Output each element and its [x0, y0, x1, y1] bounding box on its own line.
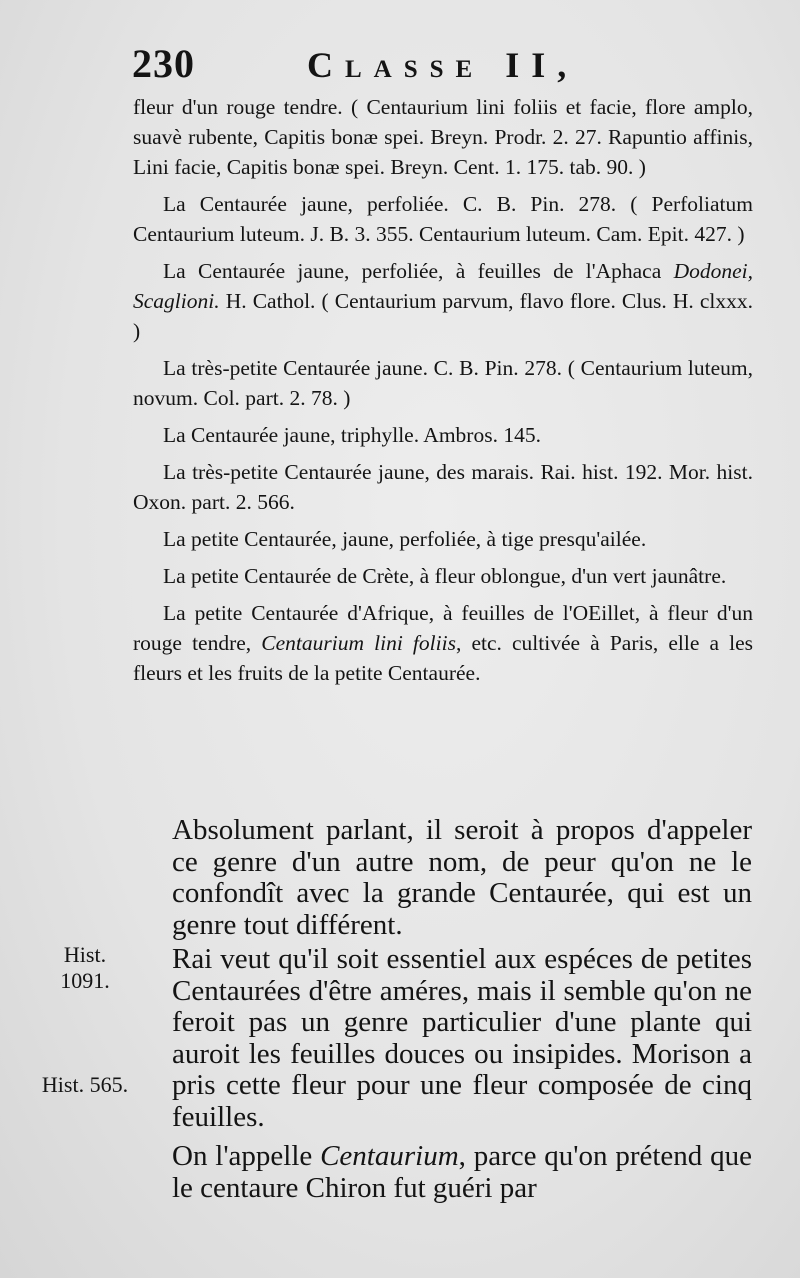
- main-text-block-1: [172, 815, 752, 941]
- synonym-entry-6: La très-petite Centaurée jaune, des marais. Rai. hist. 192. Mor. hist. Oxon. part. 2. 566.: [133, 460, 753, 514]
- para-3-text-a: On l'appelle: [172, 1140, 321, 1172]
- entry-3-text-c: H. Cathol. ( Centaurium parvum, flavo flore. Clus. H. clxxx. ): [133, 289, 753, 343]
- margin-note-1: Hist. 1091.: [60, 942, 110, 993]
- main-text-block-3: [172, 1141, 752, 1204]
- entry-9-italic: Centaurium lini foliis: [261, 631, 456, 655]
- body-paragraph-2: Rai veut qu'il soit essentiel aux espéces de petites Centaurées d'être améres, mais il semble qu'on ne feroit pas un genre particulier d'une plante qui auroit les feuilles douces ou insipides. Morison a pris cette fleur pour une fleur composée de cinq feuilles.: [172, 943, 752, 1133]
- page-number: 230: [132, 41, 195, 86]
- synonym-entry-7: La petite Centaurée, jaune, perfoliée, à tige presqu'ailée.: [163, 527, 647, 551]
- synonym-entry-4: La très-petite Centaurée jaune. C. B. Pin. 278. ( Centaurium luteum, novum. Col. part. 2. 78. ): [133, 356, 753, 410]
- main-text-block-2: [172, 944, 752, 1133]
- synonym-entry-9: [133, 598, 753, 688]
- entry-9-text-c: , etc. cultivée à Paris, elle a les fleurs et les fruits de la petite Centaurée.: [133, 631, 754, 685]
- synonym-entry-1: fleur d'un rouge tendre. ( Centaurium lini foliis et facie, flore amplo, suavè rubente, Capitis bonæ spei. Breyn. Prodr. 2. 27. Rapuntio affinis, Lini facie, Capitis bonæ spei. Breyn. Cent. 1. 175. tab. 90. ): [133, 95, 753, 179]
- margin-note-2: Hist. 565.: [41, 1072, 129, 1097]
- running-title: Classe II,: [307, 45, 579, 85]
- synonym-list: [133, 92, 753, 695]
- body-paragraph-1: Absolument parlant, il seroit à propos d'appeler ce genre d'un autre nom, de peur qu'on ne le confondît avec la grande Centaurée, qui est un genre tout différent.: [172, 814, 752, 941]
- entry-3-text-a: La Centaurée jaune, perfoliée, à feuilles de l'Aphaca: [163, 259, 674, 283]
- synonym-entry-5: La Centaurée jaune, triphylle. Ambros. 145.: [163, 423, 541, 447]
- synonym-entry-2: La Centaurée jaune, perfoliée. C. B. Pin. 278. ( Perfoliatum Centaurium luteum. J. B. 3. 355. Centaurium luteum. Cam. Epit. 427. ): [133, 192, 753, 246]
- synonym-entry-8: La petite Centaurée de Crète, à fleur oblongue, d'un vert jaunâtre.: [163, 564, 727, 588]
- body-paragraph-3: [172, 1141, 752, 1204]
- page-header: [132, 40, 772, 90]
- para-3-italic: Centaurium: [320, 1140, 459, 1172]
- para-3-text-c: , parce qu'on prétend que le centaure Chiron fut guéri par: [172, 1140, 752, 1204]
- entry-3-italic: Dodonei, Scaglioni.: [133, 259, 753, 313]
- synonym-entry-3: [133, 256, 753, 346]
- entry-9-text-a: La petite Centaurée d'Afrique, à feuilles de l'OEillet, à fleur d'un rouge tendre,: [133, 601, 753, 655]
